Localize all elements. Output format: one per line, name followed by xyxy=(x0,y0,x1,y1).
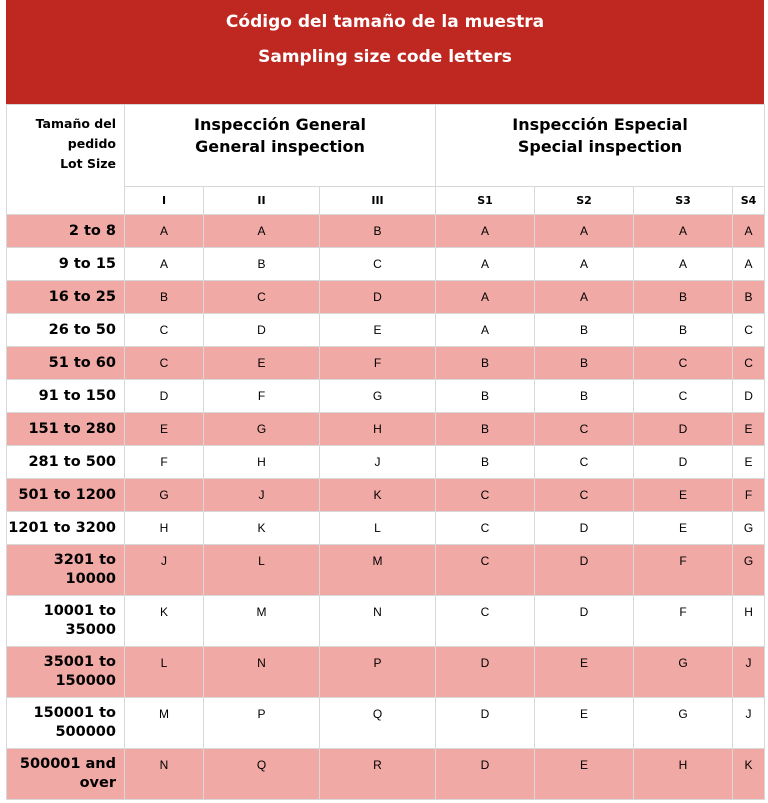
column-header-s3: S3 xyxy=(634,187,733,215)
column-header-s2: S2 xyxy=(535,187,634,215)
code-letter-cell: A xyxy=(436,215,535,248)
table-row xyxy=(7,545,765,596)
lot-size-cell: 1201 to 3200 xyxy=(7,512,125,545)
table-row xyxy=(7,698,765,749)
lot-size-cell: 501 to 1200 xyxy=(7,479,125,512)
code-letter-cell: B xyxy=(634,314,733,347)
lot-size-cell: 91 to 150 xyxy=(7,380,125,413)
code-letter-cell: D xyxy=(436,647,535,698)
code-letter-cell: C xyxy=(125,347,204,380)
lot-size-header xyxy=(7,105,125,215)
code-letter-cell: A xyxy=(204,215,320,248)
code-letter-cell: E xyxy=(535,749,634,800)
code-letter-cell: E xyxy=(125,413,204,446)
code-letter-cell: D xyxy=(125,380,204,413)
code-letter-cell: F xyxy=(204,380,320,413)
lot-size-cell: 281 to 500 xyxy=(7,446,125,479)
code-letter-cell: B xyxy=(535,380,634,413)
code-letter-cell: C xyxy=(436,596,535,647)
code-letter-cell: C xyxy=(125,314,204,347)
code-letter-cell: E xyxy=(733,446,765,479)
column-header-s4: S4 xyxy=(733,187,765,215)
code-letter-cell: A xyxy=(535,281,634,314)
lot-size-header-line: pedido xyxy=(67,136,116,151)
code-letter-cell: B xyxy=(535,347,634,380)
code-letter-cell: F xyxy=(634,596,733,647)
table-row xyxy=(7,281,765,314)
lot-size-cell: 2 to 8 xyxy=(7,215,125,248)
column-header-s1: S1 xyxy=(436,187,535,215)
table-row xyxy=(7,248,765,281)
table-row xyxy=(7,314,765,347)
code-letter-cell: R xyxy=(320,749,436,800)
table-row xyxy=(7,215,765,248)
code-letter-cell: H xyxy=(634,749,733,800)
lot-size-cell: 150001 to 500000 xyxy=(7,698,125,749)
code-letter-cell: A xyxy=(436,281,535,314)
code-letter-cell: C xyxy=(535,413,634,446)
lot-size-cell: 16 to 25 xyxy=(7,281,125,314)
code-letter-cell: M xyxy=(125,698,204,749)
code-letter-cell: E xyxy=(634,512,733,545)
code-letter-cell: A xyxy=(733,215,765,248)
lot-size-header-line: Tamaño del xyxy=(35,116,116,131)
code-letter-cell: N xyxy=(125,749,204,800)
code-letter-cell: J xyxy=(125,545,204,596)
code-letter-cell: A xyxy=(733,248,765,281)
code-letter-cell: N xyxy=(320,596,436,647)
special-inspection-label-es: Inspección Especial xyxy=(512,115,688,134)
code-letter-cell: C xyxy=(733,314,765,347)
code-letter-cell: G xyxy=(733,545,765,596)
code-letter-cell: B xyxy=(125,281,204,314)
group-header-row xyxy=(7,105,765,187)
column-header-ii: II xyxy=(204,187,320,215)
lot-size-cell: 26 to 50 xyxy=(7,314,125,347)
title-spanish: Código del tamaño de la muestra xyxy=(225,12,545,32)
code-letter-cell: A xyxy=(436,314,535,347)
table-row xyxy=(7,380,765,413)
code-letter-cell: A xyxy=(634,215,733,248)
table-row xyxy=(7,512,765,545)
code-letter-cell: C xyxy=(535,446,634,479)
code-letter-cell: F xyxy=(733,479,765,512)
code-letter-cell: P xyxy=(320,647,436,698)
code-letter-cell: L xyxy=(125,647,204,698)
code-letter-cell: H xyxy=(204,446,320,479)
column-header-iii: III xyxy=(320,187,436,215)
lot-size-cell: 10001 to 35000 xyxy=(7,596,125,647)
title-english: Sampling size code letters xyxy=(258,47,512,67)
code-letter-cell: H xyxy=(733,596,765,647)
table-body xyxy=(7,215,765,800)
code-letter-cell: G xyxy=(320,380,436,413)
code-letter-cell: C xyxy=(204,281,320,314)
table-row xyxy=(7,596,765,647)
general-inspection-label-es: Inspección General xyxy=(194,115,366,134)
code-letter-cell: D xyxy=(204,314,320,347)
code-letter-cell: K xyxy=(320,479,436,512)
code-letter-cell: C xyxy=(436,512,535,545)
lot-size-cell: 51 to 60 xyxy=(7,347,125,380)
code-letter-cell: D xyxy=(535,596,634,647)
code-letter-cell: D xyxy=(634,446,733,479)
column-header-i: I xyxy=(125,187,204,215)
code-letter-cell: K xyxy=(733,749,765,800)
code-letter-cell: B xyxy=(733,281,765,314)
code-letter-cell: E xyxy=(320,314,436,347)
code-letter-cell: B xyxy=(204,248,320,281)
code-letter-cell: E xyxy=(204,347,320,380)
table-row xyxy=(7,446,765,479)
code-letter-cell: L xyxy=(204,545,320,596)
code-letter-cell: C xyxy=(535,479,634,512)
code-letter-cell: B xyxy=(436,380,535,413)
code-letter-cell: N xyxy=(204,647,320,698)
code-letter-cell: F xyxy=(320,347,436,380)
lot-size-cell: 9 to 15 xyxy=(7,248,125,281)
code-letter-cell: J xyxy=(204,479,320,512)
code-letter-cell: B xyxy=(436,413,535,446)
special-inspection-header xyxy=(436,105,765,187)
code-letter-cell: E xyxy=(535,647,634,698)
code-letter-cell: B xyxy=(436,347,535,380)
code-letter-cell: G xyxy=(204,413,320,446)
code-letter-cell: C xyxy=(733,347,765,380)
code-letter-cell: A xyxy=(535,215,634,248)
code-letter-cell: G xyxy=(125,479,204,512)
code-letter-cell: D xyxy=(634,413,733,446)
code-letter-cell: K xyxy=(204,512,320,545)
code-letter-cell: C xyxy=(634,347,733,380)
code-letter-cell: M xyxy=(204,596,320,647)
special-inspection-label-en: Special inspection xyxy=(517,137,683,156)
code-letter-cell: Q xyxy=(204,749,320,800)
code-letter-cell: D xyxy=(320,281,436,314)
code-letter-cell: E xyxy=(535,698,634,749)
code-letter-cell: E xyxy=(733,413,765,446)
code-letter-cell: B xyxy=(436,446,535,479)
code-letter-cell: D xyxy=(733,380,765,413)
code-letter-cell: J xyxy=(320,446,436,479)
code-letter-cell: J xyxy=(733,647,765,698)
code-letter-cell: A xyxy=(634,248,733,281)
code-letter-cell: B xyxy=(634,281,733,314)
general-inspection-header xyxy=(125,105,436,187)
code-letter-cell: A xyxy=(125,215,204,248)
code-letter-cell: C xyxy=(436,479,535,512)
code-letter-cell: C xyxy=(634,380,733,413)
table-row xyxy=(7,749,765,800)
code-letter-cell: P xyxy=(204,698,320,749)
table-row xyxy=(7,647,765,698)
table-row xyxy=(7,413,765,446)
code-letter-cell: Q xyxy=(320,698,436,749)
code-letter-cell: B xyxy=(535,314,634,347)
code-letter-cell: A xyxy=(436,248,535,281)
code-letter-cell: E xyxy=(634,479,733,512)
code-letter-cell: A xyxy=(535,248,634,281)
code-letter-cell: C xyxy=(436,545,535,596)
code-letter-cell: A xyxy=(125,248,204,281)
title-banner xyxy=(6,0,764,104)
sampling-code-table xyxy=(6,104,765,800)
lot-size-cell: 35001 to 150000 xyxy=(7,647,125,698)
code-letter-cell: C xyxy=(320,248,436,281)
lot-size-header-line: Lot Size xyxy=(60,156,116,171)
lot-size-cell: 151 to 280 xyxy=(7,413,125,446)
code-letter-cell: K xyxy=(125,596,204,647)
code-letter-cell: B xyxy=(320,215,436,248)
general-inspection-label-en: General inspection xyxy=(195,137,365,156)
code-letter-cell: D xyxy=(535,512,634,545)
code-letter-cell: H xyxy=(125,512,204,545)
code-letter-cell: G xyxy=(634,698,733,749)
lot-size-cell: 3201 to 10000 xyxy=(7,545,125,596)
code-letter-cell: G xyxy=(634,647,733,698)
code-letter-cell: M xyxy=(320,545,436,596)
code-letter-cell: F xyxy=(125,446,204,479)
table-row xyxy=(7,347,765,380)
lot-size-cell: 500001 and over xyxy=(7,749,125,800)
code-letter-cell: F xyxy=(634,545,733,596)
code-letter-cell: J xyxy=(733,698,765,749)
code-letter-cell: D xyxy=(535,545,634,596)
code-letter-cell: D xyxy=(436,698,535,749)
code-letter-cell: D xyxy=(436,749,535,800)
code-letter-cell: G xyxy=(733,512,765,545)
table-row xyxy=(7,479,765,512)
code-letter-cell: L xyxy=(320,512,436,545)
code-letter-cell: H xyxy=(320,413,436,446)
